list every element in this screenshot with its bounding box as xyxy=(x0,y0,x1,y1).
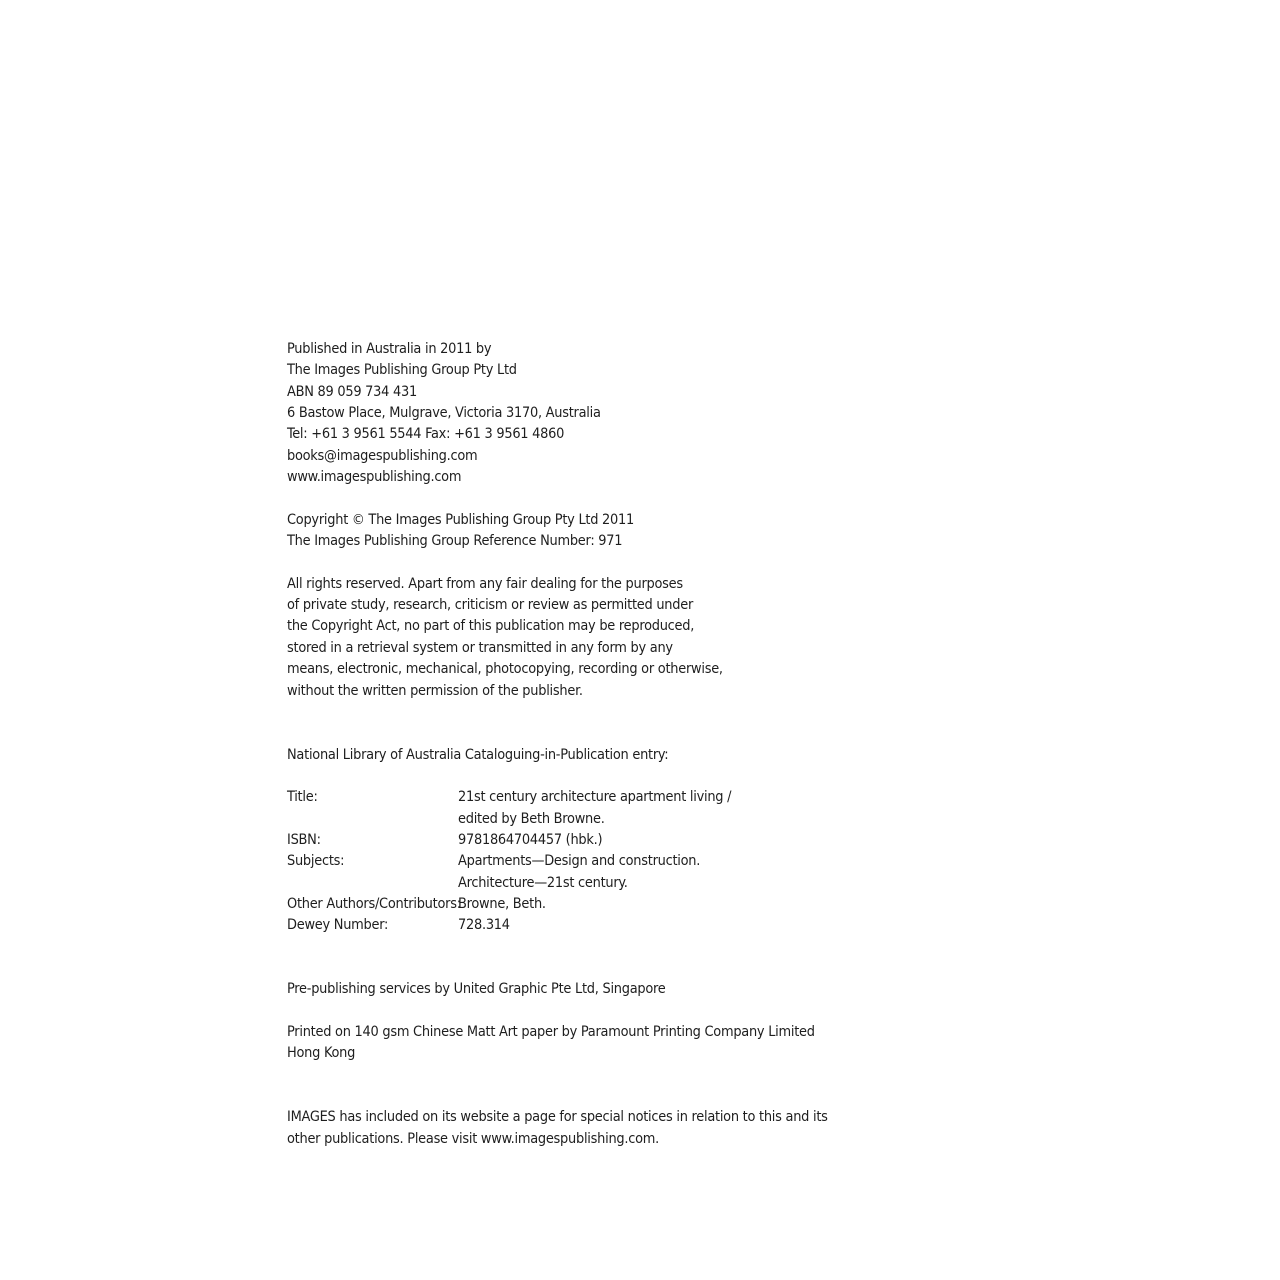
spacer xyxy=(287,1001,847,1022)
publisher-email: books@imagespublishing.com xyxy=(287,447,478,464)
rights-block xyxy=(287,574,847,702)
cip-value-line: Architecture—21st century. xyxy=(458,874,628,891)
cip-value xyxy=(458,830,847,851)
cip-value xyxy=(458,851,847,894)
publisher-name: The Images Publishing Group Pty Ltd xyxy=(287,362,517,379)
cip-value-line: Apartments—Design and construction. xyxy=(458,853,701,870)
spacer xyxy=(287,702,847,745)
copyright-block xyxy=(287,510,847,553)
cip-label: Title: xyxy=(287,789,318,806)
cip-label: Other Authors/Contributors: xyxy=(287,895,461,912)
cip-entry-subjects xyxy=(287,851,847,894)
publisher-block xyxy=(287,339,847,488)
publisher-abn: ABN 89 059 734 431 xyxy=(287,383,417,400)
rights-line: without the written permission of the publisher. xyxy=(287,682,583,699)
rights-line: All rights reserved. Apart from any fair dealing for the purposes xyxy=(287,575,683,592)
spacer xyxy=(287,766,847,787)
rights-line: of private study, research, criticism or review as permitted under xyxy=(287,597,694,614)
imprint-page xyxy=(287,339,847,1150)
cip-entry-contributors xyxy=(287,894,847,915)
cip-heading: National Library of Australia Cataloguing-in-Publication entry: xyxy=(287,746,669,763)
copyright-line: Copyright © The Images Publishing Group Pty Ltd 2011 xyxy=(287,511,634,528)
cip-value-line: 728.314 xyxy=(458,917,510,934)
rights-line: means, electronic, mechanical, photocopying, recording or otherwise, xyxy=(287,661,723,678)
printing-line: Hong Kong xyxy=(287,1045,356,1062)
cip-value-line: 9781864704457 (hbk.) xyxy=(458,831,603,848)
spacer xyxy=(287,1065,847,1108)
cip-entry-title xyxy=(287,787,847,830)
publisher-line: Published in Australia in 2011 by xyxy=(287,341,492,357)
publisher-website: www.imagespublishing.com xyxy=(287,469,462,486)
prepublishing-line: Pre-publishing services by United Graphic Pte Ltd, Singapore xyxy=(287,981,666,998)
notice-block xyxy=(287,1107,847,1150)
notice-line: IMAGES has included on its website a page for special notices in relation to this and its xyxy=(287,1109,828,1126)
rights-line: stored in a retrieval system or transmitted in any form by any xyxy=(287,639,673,656)
cip-value-line: 21st century architecture apartment living / xyxy=(458,789,732,806)
cip-value-line: edited by Beth Browne. xyxy=(458,810,605,827)
printing-block xyxy=(287,1022,847,1065)
cip-entry-dewey xyxy=(287,915,847,936)
spacer xyxy=(287,488,847,509)
cip-label: ISBN: xyxy=(287,831,321,848)
cip-value-line: Browne, Beth. xyxy=(458,895,546,912)
spacer xyxy=(287,552,847,573)
publisher-phone-fax: Tel: +61 3 9561 5544 Fax: +61 3 9561 4860 xyxy=(287,426,565,443)
cip-value xyxy=(458,915,847,936)
rights-line: the Copyright Act, no part of this publication may be reproduced, xyxy=(287,618,695,635)
cip-value xyxy=(458,894,847,915)
cip-entry-isbn xyxy=(287,830,847,851)
notice-line: other publications. Please visit www.imagespublishing.com. xyxy=(287,1130,660,1147)
cip-value xyxy=(458,787,847,830)
cip-label: Dewey Number: xyxy=(287,917,389,934)
spacer xyxy=(287,937,847,980)
printing-line: Printed on 140 gsm Chinese Matt Art paper by Paramount Printing Company Limited xyxy=(287,1024,815,1040)
cip-label: Subjects: xyxy=(287,853,345,870)
reference-number: The Images Publishing Group Reference Number: 971 xyxy=(287,533,623,550)
cip-block xyxy=(287,745,847,937)
publisher-address: 6 Bastow Place, Mulgrave, Victoria 3170, Australia xyxy=(287,405,601,422)
